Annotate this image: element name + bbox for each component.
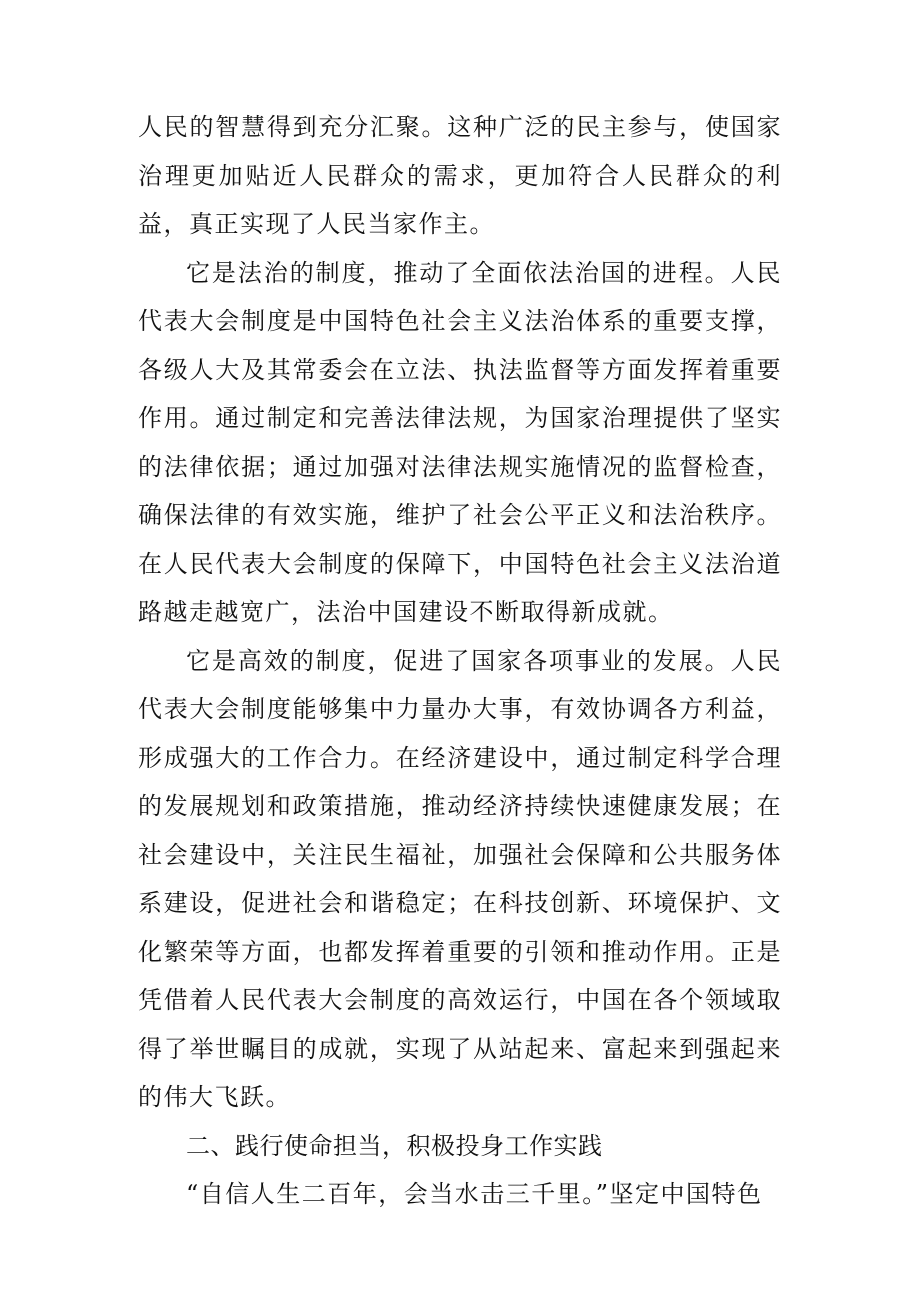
section-heading: 二、践行使命担当，积极投身工作实践 — [186, 1131, 603, 1160]
paragraph-quote: “自信人生二百年，会当水击三千里。”坚定中国特色 — [186, 1180, 763, 1208]
paragraph-people-wisdom: 人民的智慧得到充分汇聚。这种广泛的民主参与，使国家治理更加贴近人民群众的需求，更加符合人民群众的利益，真正实现了人民当家作主。 — [138, 113, 782, 238]
paragraph-rule-of-law: 它是法治的制度，推动了全面依法治国的进程。人民代表大会制度是中国特色社会主义法治体系的重要支撑，各级人大及其常委会在立法、执法监督等方面发挥着重要作用。通过制定和完善法律法规，为国家治理提供了坚实的法律依据；通过加强对法律法规实施情况的监督检查，确保法律的有效实施，维护了社会公平正义和法治秩序。在人民代表大会制度的保障下，中国特色社会主义法治道路越走越宽广，法治中国建设不断取得新成就。 — [138, 258, 782, 626]
document-body — [138, 103, 782, 1219]
paragraph-efficient-system: 它是高效的制度，促进了国家各项事业的发展。人民代表大会制度能够集中力量办大事，有效协调各方利益，形成强大的工作合力。在经济建设中，通过制定科学合理的发展规划和政策措施，推动经济持续快速健康发展；在社会建设中，关注民生福祉，加强社会保障和公共服务体系建设，促进社会和谐稳定；在科技创新、环境保护、文化繁荣等方面，也都发挥着重要的引领和推动作用。正是凭借着人民代表大会制度的高效运行，中国在各个领域取得了举世瞩目的成就，实现了从站起来、富起来到强起来的伟大飞跃。 — [138, 646, 782, 1111]
